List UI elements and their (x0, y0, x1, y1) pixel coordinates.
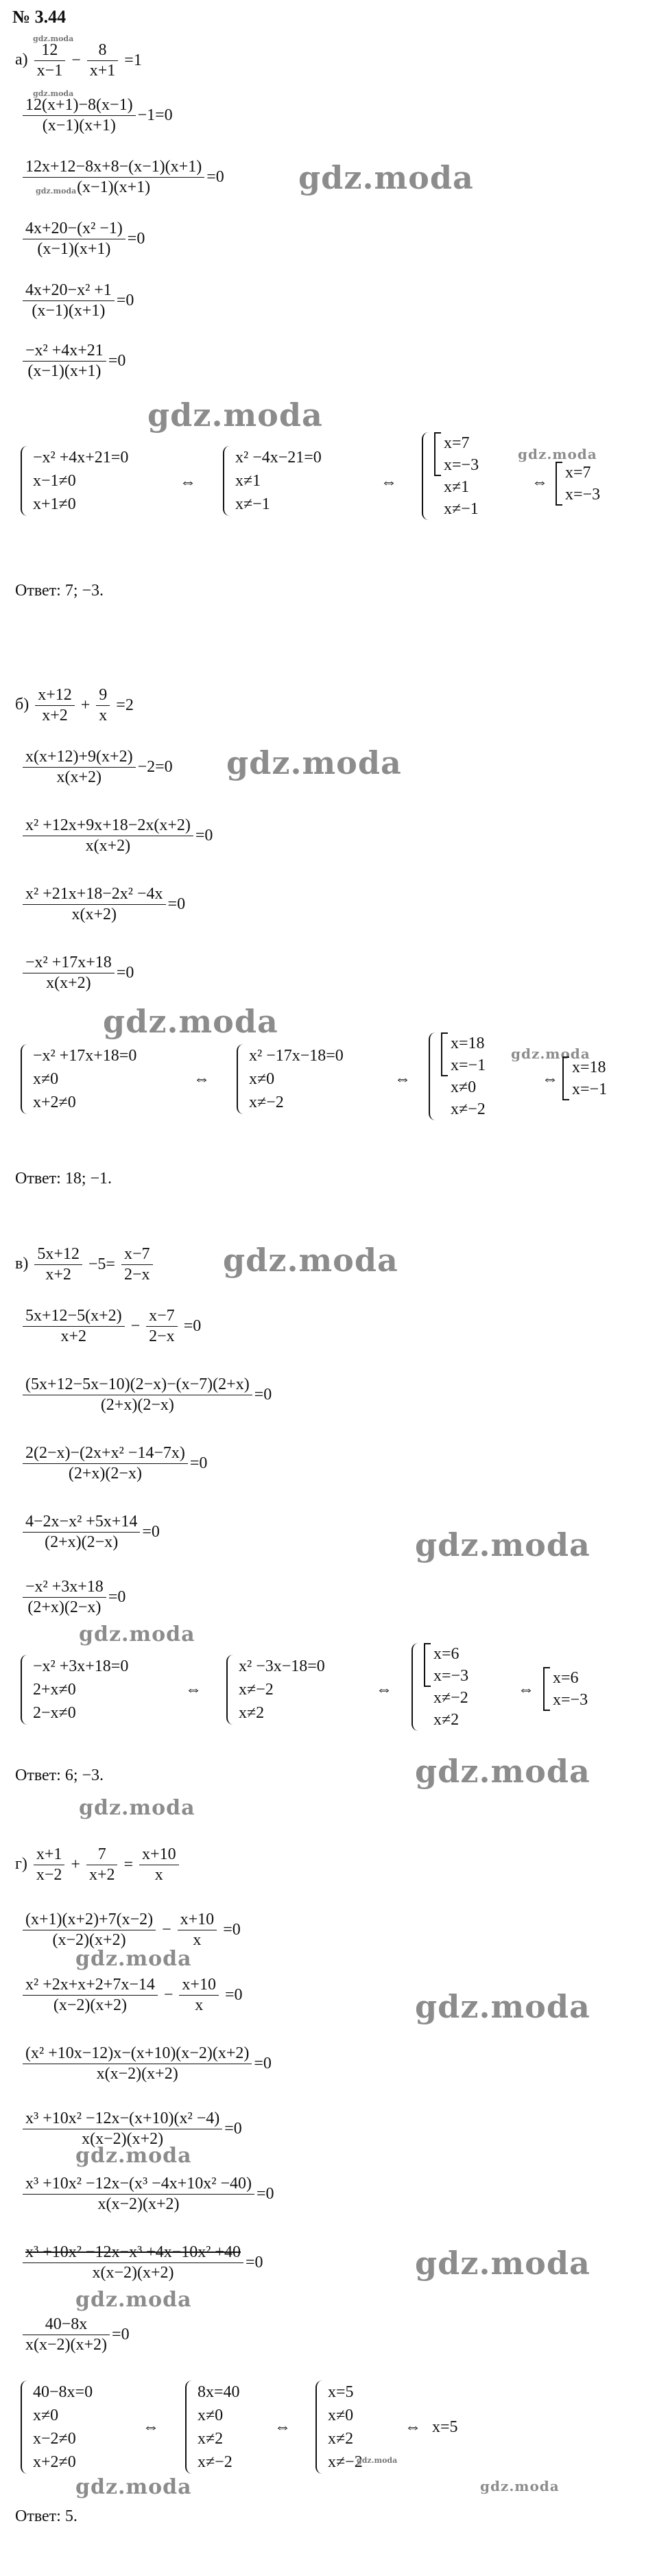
part-a-eq4: $\frac{\text{4x+20−(x² −1)}}{(x-1)(x+1)}$ =0 (21, 220, 145, 259)
part-d-eq6: $\frac{\text{x³ +10x² −12x−(x³ −4x+10x² −40)}}{x(x-2)(x+2)}$ =0 (21, 2175, 274, 2214)
watermark: gdz.moda (147, 397, 323, 434)
part-label: а) (15, 51, 28, 69)
part-b-system-2: x² −17x−18=0 x≠0 x≠−2 (237, 1044, 344, 1114)
watermark: gdz.moda (75, 2144, 192, 2168)
part-d-system-2: 8x=40 x≠0 x≠2 x≠−2 (185, 2380, 240, 2474)
part-d-eq3: $\frac{\text{x² +2x+x+2+7x−14}}{(x-2)(x+2)}$ − $\frac{x+10}{x}$ =0 (21, 1976, 243, 2015)
problem-number: № 3.44 (12, 7, 67, 27)
part-c-system-3: x=6 x=−3 x≠−2 x≠2 (411, 1643, 468, 1731)
equivalence-arrow: ⇔ (376, 1681, 392, 1699)
part-c-system-1: −x² +3x+18=0 2+x≠0 2−x≠0 (21, 1655, 128, 1725)
part-c-eq6: $\frac{\text{−x² +3x+18}}{(2+x)(2-x)}$ =0 (21, 1578, 126, 1617)
part-a-result: x=7 x=−3 (556, 462, 600, 506)
part-c-system-2: x² −3x−18=0 x≠−2 x≠2 (226, 1655, 325, 1725)
part-b-system-3: x=18 x=−1 x≠0 x≠−2 (429, 1032, 486, 1120)
equivalence-arrow: ⇔ (405, 2418, 421, 2436)
equivalence-arrow: ⇔ (185, 1681, 202, 1699)
watermark: gdz.moda (415, 1753, 591, 1790)
watermark: gdz.moda (79, 1796, 195, 1820)
part-a-eq5: $\frac{\text{4x+20−x² +1}}{(x-1)(x+1)}$ =0 (21, 281, 134, 320)
watermark: gdz.moda (415, 1526, 591, 1563)
part-d-answer: Ответ: 5. (15, 2507, 77, 2525)
part-a-system-1: −x² +4x+21=0 x−1≠0 x+1≠0 (21, 446, 128, 516)
part-c-eq5: $\frac{\text{4−2x−x² +5x+14}}{(2+x)(2-x)}$ =0 (21, 1513, 160, 1552)
watermark: gdz.moda (33, 89, 74, 98)
equivalence-arrow: ⇔ (143, 2418, 159, 2436)
part-d-final: x=5 (432, 2418, 458, 2436)
watermark: gdz.moda (298, 159, 474, 196)
equivalence-arrow: ⇔ (180, 473, 196, 491)
part-c-eq1: в) $\frac{5x+12}{x+2}$ −5= $\frac{x-7}{2-x}$ (15, 1245, 155, 1284)
equivalence-arrow: ⇔ (542, 1070, 558, 1088)
part-d-eq8: $\frac{40-8x}{x(x-2)(x+2)}$ =0 (21, 2315, 130, 2354)
equivalence-arrow: ⇔ (193, 1070, 210, 1088)
part-b-eq3: $\frac{\text{x² +12x+9x+18−2x(x+2)}}{x(x+2)}$ =0 (21, 816, 213, 855)
part-a-eq1: а) $\frac{12}{x-1}$ − $\frac{8}{x+1}$ =1 (15, 41, 142, 80)
part-a-eq3: $\frac{12x+12-8x+8-(x-1)(x+1)}{(x-1)(x+1)}$ =0 (21, 158, 224, 197)
watermark: gdz.moda (79, 1622, 195, 1646)
part-c-eq2: $\frac{5x+12-5(x+2)}{x+2}$ − $\frac{x-7}{2-x}$ =0 (21, 1307, 201, 1346)
part-b-eq4: $\frac{\text{x² +21x+18−2x² −4x}}{x(x+2)}$ =0 (21, 885, 185, 924)
part-b-eq1: б) $\frac{x+12}{x+2}$ + $\frac{9}{x}$ =2 (15, 686, 134, 724)
watermark: gdz.moda (518, 446, 597, 462)
part-a-answer: Ответ: 7; −3. (15, 582, 104, 600)
watermark: gdz.moda (33, 34, 74, 43)
part-c-eq3: $\frac{(5x+12-5x-10)(2-x)-(x-7)(2+x)}{(2+x)(2-x)}$ =0 (21, 1375, 272, 1415)
part-d-system-3: x=5 x≠0 x≠2 x≠−2 (315, 2380, 363, 2474)
watermark: gdz.moda (415, 2245, 591, 2282)
equivalence-arrow: ⇔ (381, 473, 397, 491)
equivalence-arrow: ⇔ (532, 473, 548, 491)
part-d-eq1: г) $\frac{x+1}{x-2}$ + $\frac{7}{x+2}$ = $\frac{x+10}{x}$ (15, 1845, 181, 1884)
part-a-eq6: $\frac{\text{−x² +4x+21}}{(x-1)(x+1)}$ =0 (21, 342, 126, 381)
part-a-system-3: x=7 x=−3 x≠1 x≠−1 (422, 432, 479, 520)
watermark: gdz.moda (75, 2475, 192, 2499)
part-a-system-2: x² −4x−21=0 x≠1 x≠−1 (223, 446, 322, 516)
watermark: gdz.moda (415, 1988, 591, 2025)
watermark: gdz.moda (511, 1045, 591, 1062)
equivalence-arrow: ⇔ (518, 1681, 534, 1699)
part-a-eq2: $\frac{12(x+1)-8(x-1)}{(x-1)(x+1)}$ −1=0 (21, 96, 173, 135)
watermark: gdz.moda (480, 2478, 560, 2494)
part-b-answer: Ответ: 18; −1. (15, 1170, 112, 1187)
watermark: gdz.moda (223, 1242, 398, 1279)
watermark: gdz.moda (36, 187, 77, 196)
watermark: gdz.moda (226, 744, 402, 781)
equivalence-arrow: ⇔ (274, 2418, 291, 2436)
part-b-eq2: $\frac{x(x+12)+9(x+2)}{x(x+2)}$ −2=0 (21, 748, 173, 787)
watermark: gdz.moda (103, 1003, 278, 1040)
part-d-eq7: $\frac{\text{x³ +10x² −12x−x³ +4x−10x² +40}}{x(x-2)(x+2)}$ =0 (21, 2243, 263, 2282)
part-b-eq5: $\frac{\text{−x² +17x+18}}{x(x+2)}$ =0 (21, 954, 134, 993)
watermark: gdz.moda (357, 2456, 398, 2465)
part-b-system-1: −x² +17x+18=0 x≠0 x+2≠0 (21, 1044, 136, 1114)
part-d-eq4: $\frac{\text{(x² +10x−12)x−(x+10)(x−2)(x+2)}}{x(x-2)(x+2)}$ =0 (21, 2044, 272, 2083)
part-c-eq4: $\frac{\text{2(2−x)−(2x+x² −14−7x)}}{(2+x)(2-x)}$ =0 (21, 1444, 207, 1483)
part-c-answer: Ответ: 6; −3. (15, 1766, 104, 1784)
equivalence-arrow: ⇔ (394, 1070, 411, 1088)
part-d-eq2: $\frac{(x+1)(x+2)+7(x-2)}{(x-2)(x+2)}$ − $\frac{x+10}{x}$ =0 (21, 1911, 241, 1950)
watermark: gdz.moda (75, 1947, 192, 1971)
watermark: gdz.moda (75, 2288, 192, 2312)
part-c-result: x=6 x=−3 (543, 1667, 588, 1711)
part-d-system-1: 40−8x=0 x≠0 x−2≠0 x+2≠0 (21, 2380, 93, 2474)
part-d-eq5: $\frac{\text{x³ +10x² −12x−(x+10)(x² −4)}}{x(x-2)(x+2)}$ =0 (21, 2110, 242, 2149)
part-b-result: x=18 x=−1 (562, 1056, 607, 1100)
